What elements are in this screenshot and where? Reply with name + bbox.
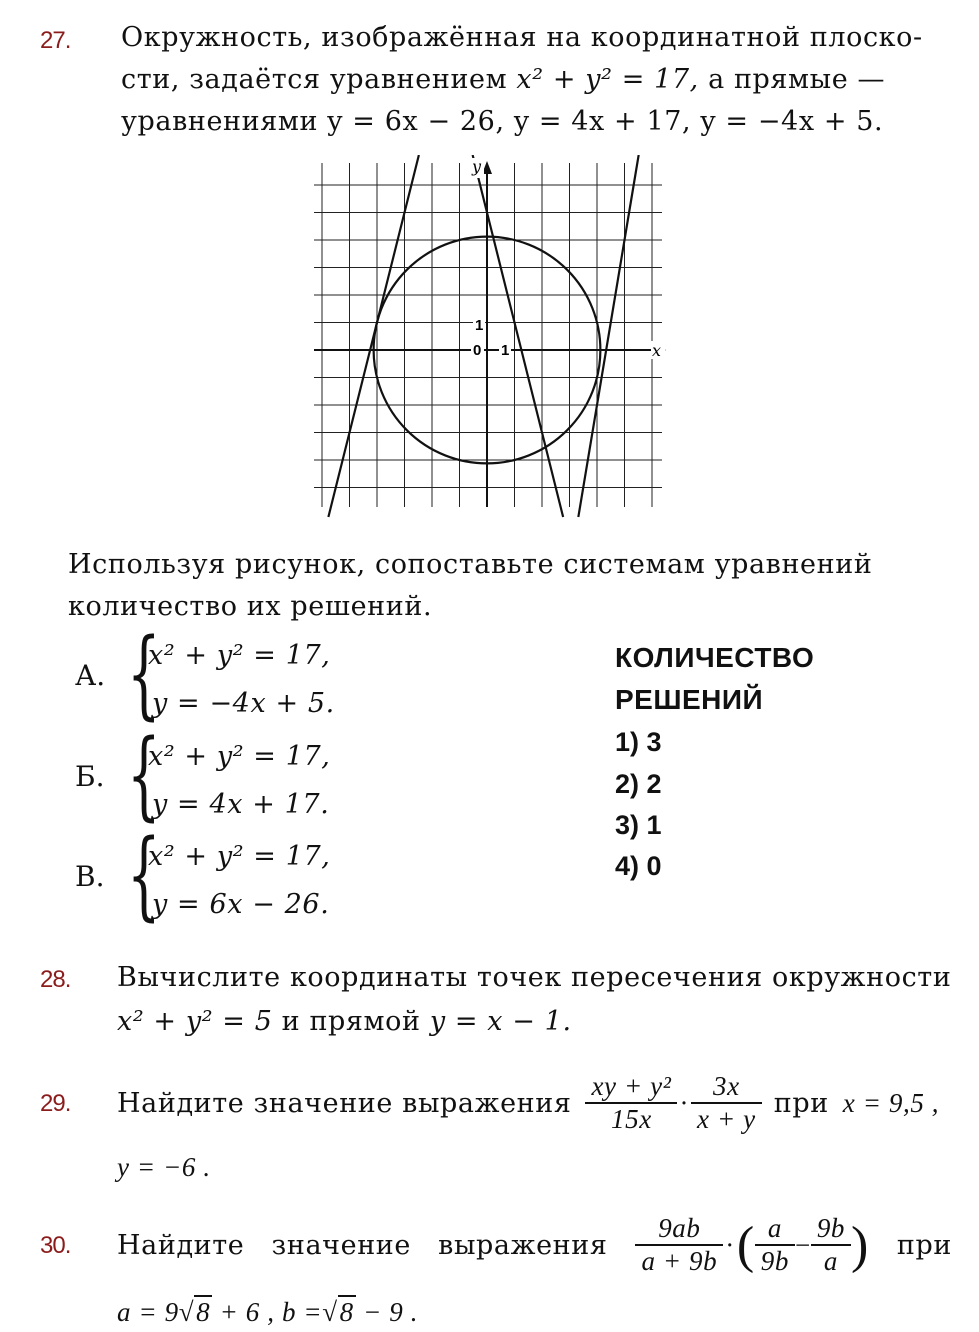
answer-option-3: 3) 1 bbox=[615, 810, 662, 840]
problem-28-line2 bbox=[117, 1006, 572, 1037]
system-a-brace: { bbox=[127, 618, 161, 730]
problem-number-29: 29. bbox=[40, 1090, 71, 1117]
x-axis-label: x bbox=[652, 341, 662, 360]
problem-29-prefix: Найдите значение выражения bbox=[117, 1087, 572, 1119]
problem-27-line3 bbox=[121, 106, 883, 137]
problem-27-line3-pre: уравнениями bbox=[121, 106, 319, 137]
system-a-eq2: y = −4x + 5. bbox=[152, 688, 335, 719]
line-y-6x-minus-26 bbox=[578, 155, 638, 517]
answers-header-line1: КОЛИЧЕСТВО bbox=[615, 642, 815, 673]
cond-a-post: + 6 , bbox=[219, 1297, 275, 1327]
problem-30-prefix: Найдите значение выражения bbox=[117, 1229, 608, 1261]
problem-28-line1: Вычислите координаты точек пересечения окружности bbox=[117, 962, 952, 993]
condition-y: y = −6 . bbox=[117, 1152, 211, 1182]
problem-29-line1 bbox=[117, 1066, 939, 1140]
problem-28-mid: и прямой bbox=[281, 1006, 421, 1037]
fraction-1-numerator: xy + y² bbox=[585, 1071, 677, 1104]
problem-27-line2 bbox=[121, 64, 885, 95]
system-c-eq2: y = 6x − 26. bbox=[152, 889, 330, 920]
system-c-brace: { bbox=[127, 819, 161, 931]
problem-30-expression bbox=[635, 1213, 869, 1277]
problem-number-28: 28. bbox=[40, 966, 71, 993]
problem-28-circle-eq: x² + y² = 5 bbox=[117, 1006, 273, 1037]
fraction-1-denominator: 15x bbox=[611, 1104, 652, 1134]
left-paren: ( bbox=[736, 1216, 755, 1274]
coordinate-figure bbox=[310, 155, 680, 520]
system-b-eq1: x² + y² = 17, bbox=[148, 741, 331, 772]
condition-x: x = 9,5 , bbox=[842, 1087, 940, 1118]
minus-sign: − bbox=[794, 1229, 811, 1260]
origin-label: 0 bbox=[473, 342, 482, 359]
fraction-2-denominator: x + y bbox=[697, 1104, 756, 1134]
cond-a-radicand: 8 bbox=[196, 1297, 211, 1327]
problem-28-line-eq: y = x − 1. bbox=[429, 1006, 572, 1037]
inner-fraction-2 bbox=[811, 1213, 851, 1277]
answer-option-1: 1) 3 bbox=[615, 727, 662, 757]
right-paren: ) bbox=[851, 1216, 869, 1274]
p30-condition-word: при bbox=[896, 1229, 952, 1261]
inner-fraction-2-denominator: a bbox=[823, 1246, 838, 1276]
inner-fraction-1-numerator: a bbox=[755, 1213, 795, 1246]
problem-number-30: 30. bbox=[40, 1232, 71, 1259]
cond-b-pre: b = bbox=[281, 1297, 323, 1327]
p30-fraction-1-denominator: a + 9b bbox=[641, 1246, 718, 1276]
condition-word: при bbox=[773, 1087, 829, 1119]
p30-fraction-1-numerator: 9ab bbox=[635, 1213, 723, 1246]
problem-27-line2-post: а прямые — bbox=[708, 64, 886, 95]
instruction-line2: количество их решений. bbox=[68, 591, 433, 622]
system-c-eq1: x² + y² = 17, bbox=[148, 841, 331, 872]
line-equations: y = 6x − 26, y = 4x + 17, y = −4x + 5. bbox=[327, 106, 884, 137]
inner-fraction-1-denominator: 9b bbox=[760, 1246, 789, 1276]
line-y-4x-plus-17 bbox=[328, 155, 419, 517]
problem-27-line2-pre: сти, задаётся уравнением bbox=[121, 64, 508, 95]
tick-label-x-1: 1 bbox=[501, 342, 510, 359]
inner-fraction-1 bbox=[755, 1213, 795, 1277]
problem-29-fraction-2 bbox=[691, 1071, 762, 1135]
answer-option-4: 4) 0 bbox=[615, 851, 662, 881]
answers-header-line2: РЕШЕНИЙ bbox=[615, 684, 764, 715]
system-b-brace: { bbox=[127, 719, 161, 831]
tick-label-y-1: 1 bbox=[475, 317, 484, 334]
cond-b-post: − 9 . bbox=[363, 1297, 419, 1327]
problem-29-fraction-1 bbox=[585, 1071, 677, 1135]
instruction-line1: Используя рисунок, сопоставьте системам уравнений bbox=[68, 549, 873, 580]
problem-27-line1: Окружность, изображённая на координатной плоско- bbox=[121, 22, 923, 53]
inner-fraction-2-numerator: 9b bbox=[811, 1213, 851, 1246]
circle-equation: x² + y² = 17, bbox=[516, 64, 699, 95]
y-axis-label: y bbox=[472, 157, 482, 176]
problem-number-27: 27. bbox=[40, 27, 71, 54]
system-b-eq2: y = 4x + 17. bbox=[152, 789, 330, 820]
fraction-2-numerator: 3x bbox=[691, 1071, 762, 1104]
system-c-letter: В. bbox=[75, 860, 105, 893]
problem-30-fraction-1 bbox=[635, 1213, 723, 1277]
sqrt-sign-icon: √ bbox=[322, 1297, 338, 1327]
answer-option-2: 2) 2 bbox=[615, 769, 662, 799]
cond-a-pre: a = 9 bbox=[117, 1297, 179, 1327]
sqrt-sign-icon: √ bbox=[178, 1297, 195, 1327]
problem-30-line1 bbox=[117, 1208, 952, 1282]
system-a-eq1: x² + y² = 17, bbox=[148, 640, 331, 671]
system-b-letter: Б. bbox=[75, 760, 105, 793]
p30-multiply-dot: · bbox=[725, 1229, 735, 1260]
system-a-letter: А. bbox=[75, 659, 106, 692]
multiply-dot: · bbox=[679, 1087, 690, 1118]
cond-b-radicand: 8 bbox=[339, 1297, 354, 1327]
p30-conditions bbox=[117, 1297, 418, 1328]
